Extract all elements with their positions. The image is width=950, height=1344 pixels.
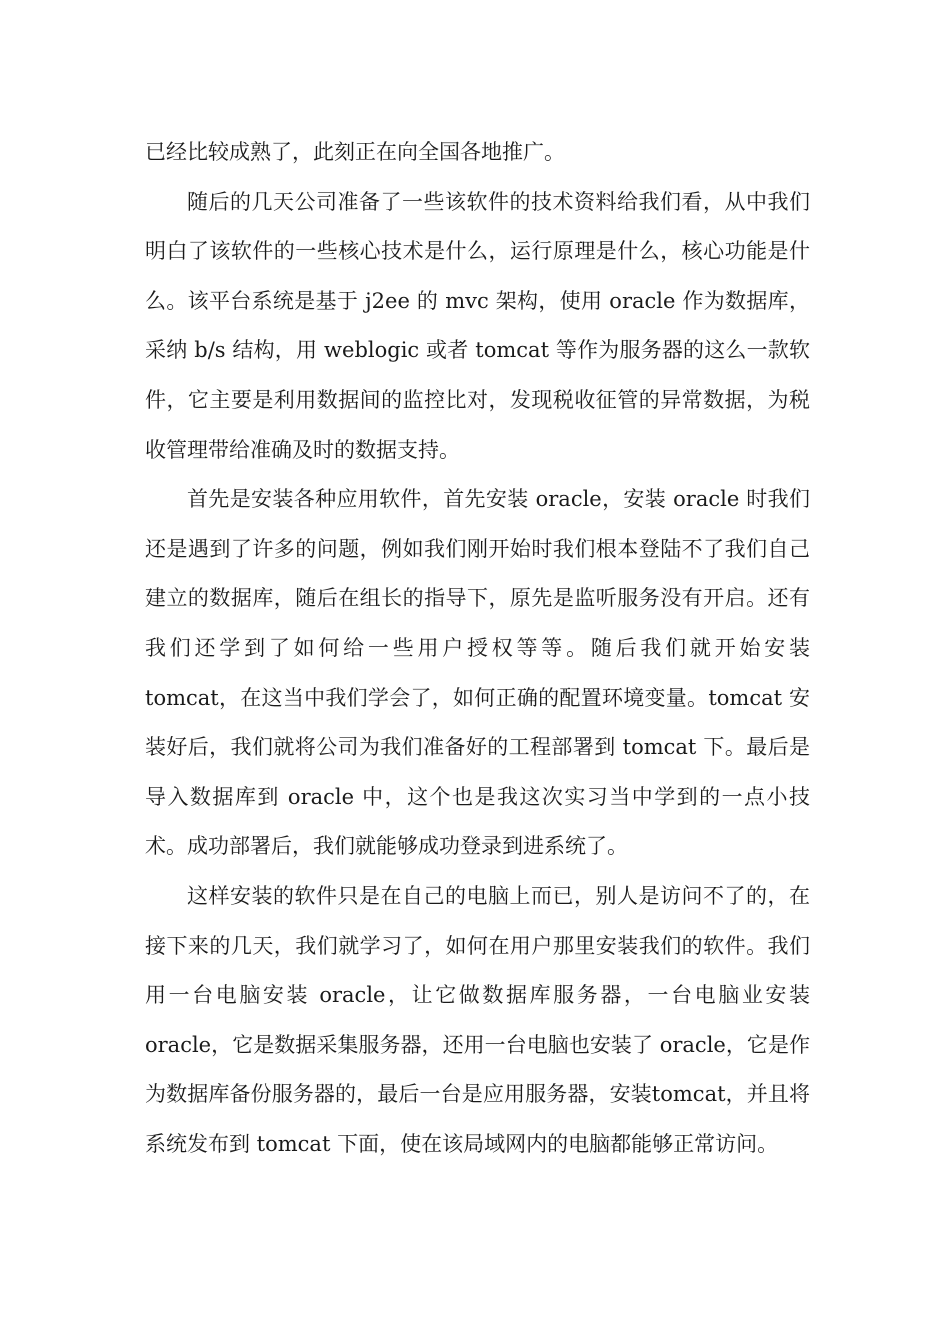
paragraph-4: 这样安装的软件只是在自己的电脑上而已，别人是访问不了的，在接下来的几天，我们就学习了，如何在用户那里安装我们的软件。我们用一台电脑安装 oracle，让它做数据库服务器，一台电脑业安装 oracle，它是数据采集服务器，还用一台电脑也安装了 oracle，它是作为数据库备份服务器的，最后一台是应用服务器，安装tomcat，并且将系统发布到 tomcat 下面，使在该局域网内的电脑都能够正常访问。 <box>145 883 810 1156</box>
document-body <box>145 128 810 1169</box>
paragraph-2: 随后的几天公司准备了一些该软件的技术资料给我们看，从中我们明白了该软件的一些核心技术是什么，运行原理是什么，核心功能是什么。该平台系统是基于 j2ee 的 mvc 架构，使用 oracle 作为数据库，采纳 b/s 结构，用 weblogic 或者 tomcat 等作为服务器的这么一款软件，它主要是利用数据间的监控比对，发现税收征管的异常数据，为税收管理带给准确及时的数据支持。 <box>145 189 810 462</box>
paragraph-1: 已经比较成熟了，此刻正在向全国各地推广。 <box>145 140 565 164</box>
paragraph-3: 首先是安装各种应用软件，首先安装 oracle，安装 oracle 时我们还是遇到了许多的问题，例如我们刚开始时我们根本登陆不了我们自己建立的数据库，随后在组长的指导下，原先是监听服务没有开启。还有我们还学到了如何给一些用户授权等等。随后我们就开始安装 tomcat，在这当中我们学会了，如何正确的配置环境变量。tomcat 安装好后，我们就将公司为我们准备好的工程部署到 tomcat 下。最后是导入数据库到 oracle 中，这个也是我这次实习当中学到的一点小技术。成功部署后，我们就能够成功登录到进系统了。 <box>145 487 810 859</box>
